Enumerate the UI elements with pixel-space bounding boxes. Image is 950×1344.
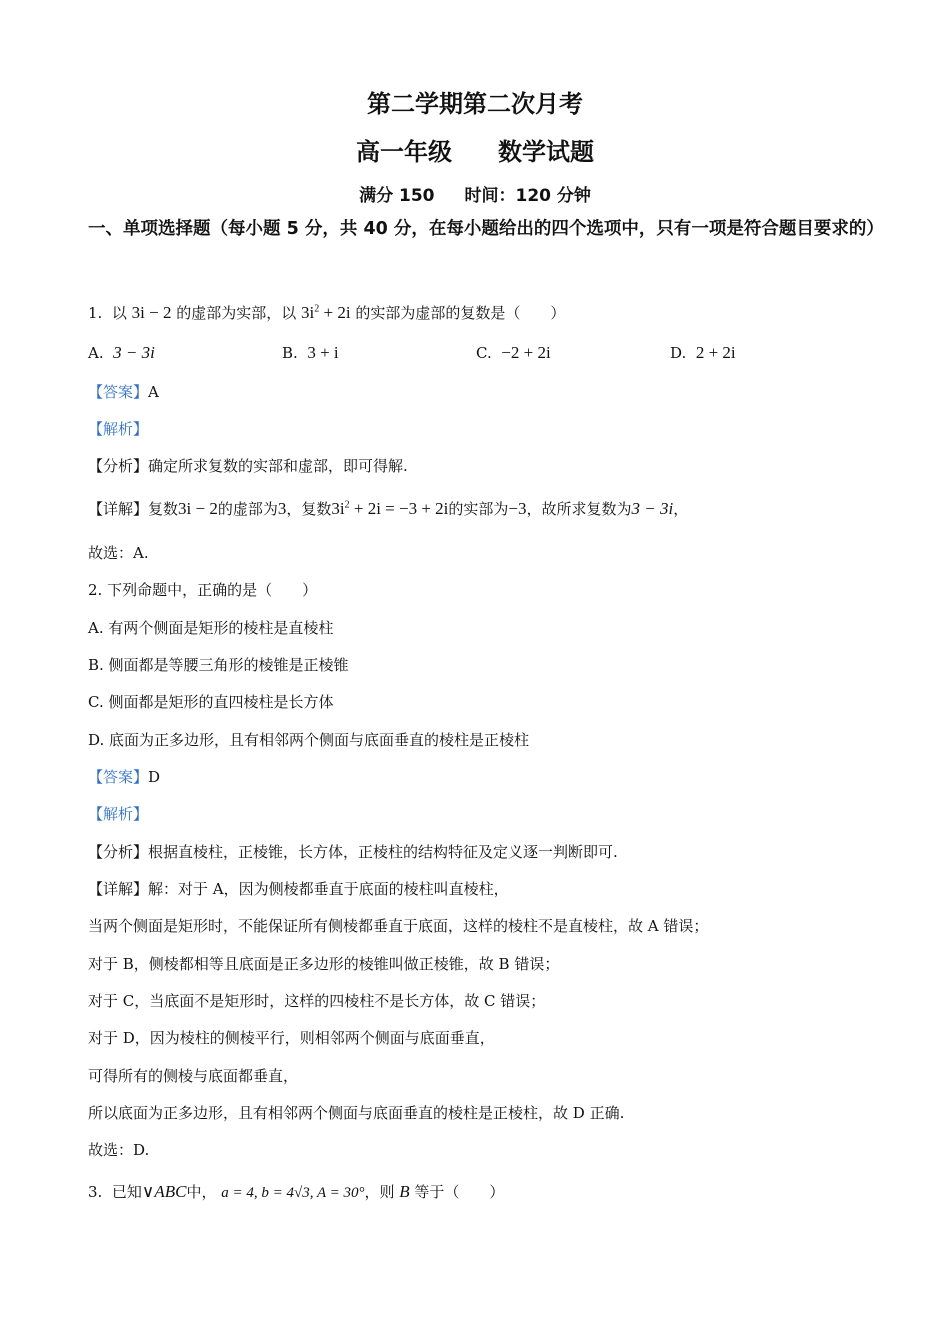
math-expr: 3i − 2: [131, 303, 172, 322]
q1-detail: 【详解】复数3i − 2的虚部为3，复数$3i^2 + 2i = -3 + 2i$的实部为−3，故所求复数为3 − 3i，: [88, 499, 689, 518]
exam-title: 第二学期第二次月考: [367, 90, 583, 118]
q2-option-b: B. 侧面都是等腰三角形的棱锥是正棱锥: [88, 656, 349, 674]
q1-option-a: A. 3 − 3i: [88, 343, 155, 362]
q2-fenxi: 【分析】根据直棱柱，正棱锥，长方体，正棱柱的结构特征及定义逐一判断即可.: [88, 843, 618, 861]
exam-duration: 时间：120 分钟: [464, 186, 591, 206]
subject-label: 数学试题: [498, 138, 594, 166]
question-3-stem: 3. 已知∨ABC中， a = 4, b = 4√3, A = 30°，则 B 等于（ ）: [88, 1182, 505, 1201]
question-1-stem: 1. 以 3i − 2 的虚部为实部，以 $3i^2 + 2i$ 的实部为虚部的复数是（ ）: [88, 303, 566, 322]
total-score: 满分 150: [359, 186, 435, 206]
math-expr: ∨ABC: [141, 1182, 187, 1201]
q2-option-c: C. 侧面都是矩形的直四棱柱是长方体: [88, 693, 334, 711]
q1-fenxi: 【分析】确定所求复数的实部和虚部，即可得解.: [88, 457, 408, 475]
exam-subtitle: [0, 132, 950, 167]
q2-option-d: D. 底面为正多边形，且有相邻两个侧面与底面垂直的棱柱是正棱柱: [88, 731, 530, 749]
q2-detail-line: 所以底面为正多边形，且有相邻两个侧面与底面垂直的棱柱是正棱柱，故 D 正确.: [88, 1104, 625, 1122]
grade-label: 高一年级: [356, 138, 452, 166]
q1-option-c: C. −2 + 2i: [476, 343, 551, 362]
q2-option-a: A. 有两个侧面是矩形的棱柱是直棱柱: [88, 619, 334, 637]
exam-meta: [0, 181, 950, 206]
q2-answer: 【答案】D: [88, 768, 161, 786]
question-2-stem: 2. 下列命题中，正确的是（ ）: [88, 581, 318, 599]
q1-option-b: B. 3 + i: [282, 343, 339, 362]
q2-conclusion: 故选：D.: [88, 1141, 150, 1159]
q2-analysis-tag: 【解析】: [88, 805, 149, 823]
q1-option-d: D. 2 + 2i: [670, 343, 736, 362]
q2-detail-line: 对于 C，当底面不是矩形时，这样的四棱柱不是长方体，故 C 错误；: [88, 992, 546, 1010]
q2-detail-line: 对于 D，因为棱柱的侧棱平行，则相邻两个侧面与底面垂直，: [88, 1029, 495, 1047]
q1-conclusion: 故选：A.: [88, 544, 149, 562]
q2-detail-line: 当两个侧面是矩形时，不能保证所有侧棱都垂直于底面，这样的棱柱不是直棱柱，故 A 错误；: [88, 917, 709, 935]
q1-answer: 【答案】A: [88, 383, 159, 401]
q2-detail: 【详解】解：对于 A，因为侧棱都垂直于底面的棱柱叫直棱柱，: [88, 880, 509, 898]
q1-analysis-tag: 【解析】: [88, 420, 149, 438]
section-heading: 一、单项选择题（每小题 5 分，共 40 分，在每小题给出的四个选项中，只有一项是符合题目要求的）: [88, 219, 884, 239]
math-expr: a = 4, b = 4√3, A = 30°: [221, 1185, 365, 1201]
math-expr: $3i^2 + 2i$: [301, 303, 351, 322]
q2-detail-line: 可得所有的侧棱与底面都垂直，: [88, 1067, 299, 1085]
q2-detail-line: 对于 B，侧棱都相等且底面是正多边形的棱锥叫做正棱锥，故 B 错误；: [88, 955, 560, 973]
